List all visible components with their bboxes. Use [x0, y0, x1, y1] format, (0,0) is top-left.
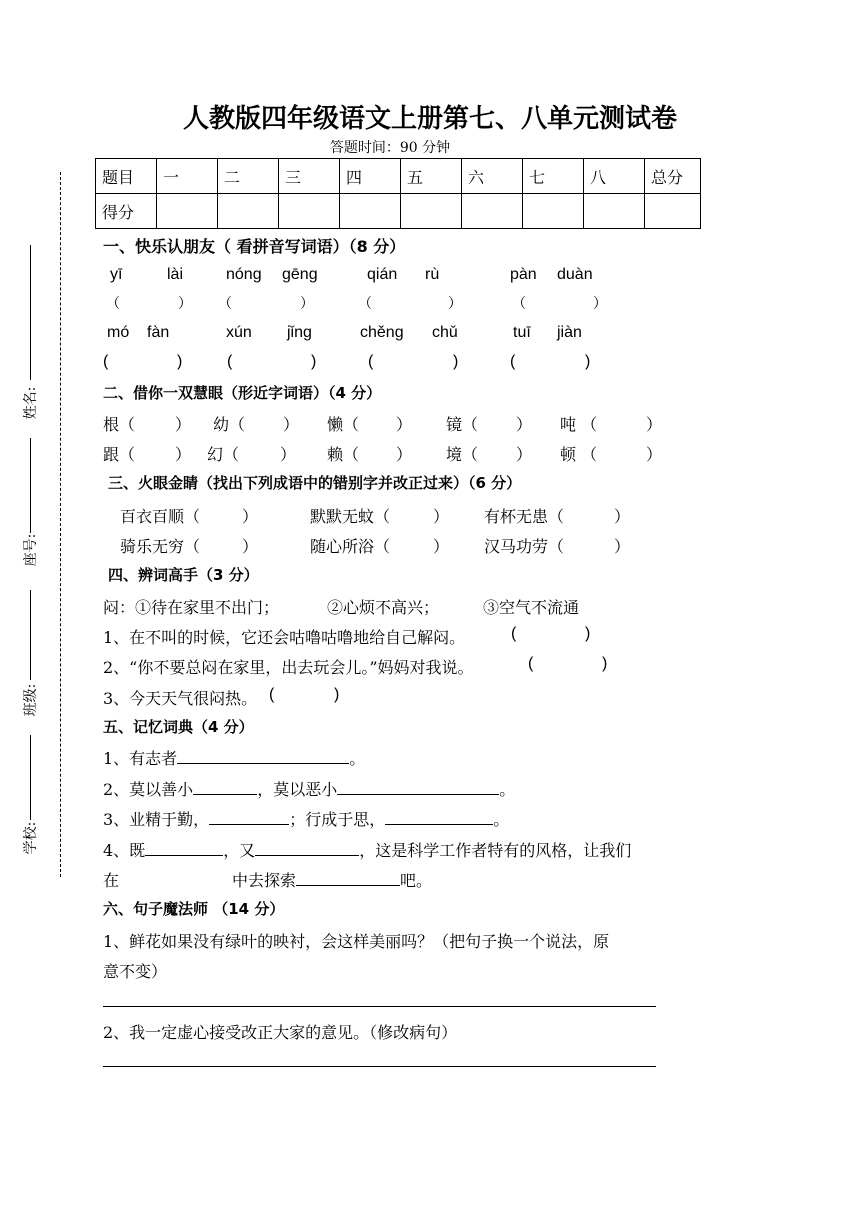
- question-text: 2、“你不要总闷在家里，出去玩会儿。”妈妈对我说。: [103, 658, 474, 677]
- answer-blank[interactable]: [145, 839, 223, 856]
- class-label: 班级:: [23, 683, 39, 717]
- table-cell: 得分: [96, 194, 157, 229]
- section-6-heading: 六、句子魔法师 （14 分）: [103, 900, 285, 918]
- pinyin: xún: [226, 324, 252, 341]
- score-input-cell[interactable]: [218, 194, 279, 229]
- answer-paren: （: [512, 296, 526, 312]
- answer-line[interactable]: [103, 1006, 656, 1007]
- word-item: 镜（: [446, 415, 479, 434]
- section-5-heading: 五、记忆词典（4 分）: [103, 718, 254, 736]
- word-item: ）: [516, 415, 533, 434]
- score-table-score-row: [96, 194, 701, 229]
- fill-line-4: [103, 838, 631, 861]
- word-item: 境（: [446, 445, 479, 464]
- word-item: 跟（: [103, 445, 136, 464]
- binding-dashed-line: [60, 172, 61, 877]
- answer-paren: ）: [178, 296, 192, 312]
- score-input-cell[interactable]: [279, 194, 340, 229]
- table-cell: 一: [157, 159, 218, 194]
- table-cell: 二: [218, 159, 279, 194]
- question-text: ，莫以恶小: [257, 780, 338, 799]
- table-cell: 六: [462, 159, 523, 194]
- fill-line-1: [103, 746, 365, 769]
- score-input-cell[interactable]: [401, 194, 462, 229]
- idiom-item: ）: [433, 537, 450, 556]
- answer-blank[interactable]: [255, 839, 359, 856]
- question-text: 1、有志者: [103, 749, 178, 768]
- score-input-cell[interactable]: [157, 194, 218, 229]
- word-item: 吨 （: [560, 415, 598, 434]
- idiom-item: ）: [614, 507, 631, 526]
- section-3-heading: 三、火眼金睛（找出下列成语中的错别字并改正过来）（6 分）: [108, 474, 522, 492]
- word-item: ）: [516, 445, 533, 464]
- question-text: 1、在不叫的时候，它还会咕噜咕噜地给自己解闷。: [103, 628, 466, 647]
- score-input-cell[interactable]: [645, 194, 701, 229]
- score-table-header-row: [96, 159, 701, 194]
- question-text: 吧。: [400, 871, 433, 890]
- section-4-heading: 四、辨词高手（3 分）: [108, 566, 259, 584]
- idiom-item: 汉马功劳（: [484, 537, 565, 556]
- question-text: 2、我一定虚心接受改正大家的意见。（修改病句）: [103, 1023, 458, 1042]
- answer-paren: ）: [300, 296, 314, 312]
- answer-line[interactable]: [103, 1066, 656, 1067]
- score-input-cell[interactable]: [584, 194, 645, 229]
- pinyin: chǔ: [432, 324, 458, 341]
- table-cell: 八: [584, 159, 645, 194]
- answer-blank[interactable]: [209, 808, 289, 825]
- answer-blank[interactable]: [177, 747, 349, 764]
- answer-blank[interactable]: [193, 778, 257, 795]
- question-text: 3、业精于勤，: [103, 810, 210, 829]
- pinyin: fàn: [147, 324, 170, 341]
- answer-paren: (: [103, 353, 109, 370]
- word-item: 懒（: [327, 415, 360, 434]
- word-item: ）: [646, 415, 663, 434]
- word-item: ）: [396, 415, 413, 434]
- seat-label: 座号:: [23, 533, 39, 567]
- answer-paren: （: [358, 296, 372, 312]
- word-item: 幻（: [207, 445, 240, 464]
- page-title: 人教版四年级语文上册第七、八单元测试卷: [182, 104, 677, 134]
- answer-paren: ): [602, 655, 608, 672]
- answer-paren: ): [585, 625, 591, 642]
- table-cell: 三: [279, 159, 340, 194]
- pinyin: jiàn: [557, 324, 582, 341]
- answer-paren: (: [269, 686, 275, 703]
- idiom-item: 百衣百顺（: [120, 507, 201, 526]
- answer-paren: ): [585, 353, 591, 370]
- question-text: 在: [103, 871, 120, 890]
- question-text: ，又: [223, 841, 256, 860]
- word-item: 根（: [103, 415, 136, 434]
- section-1-heading: 一、快乐认朋友（ 看拼音写词语）（8 分）: [103, 237, 406, 256]
- pinyin: rù: [425, 266, 440, 283]
- pinyin: nóng: [226, 266, 262, 283]
- idiom-item: 骑乐无穷（: [120, 537, 201, 556]
- pinyin: yī: [110, 266, 123, 283]
- fill-line-2: [103, 777, 515, 800]
- table-cell: 五: [401, 159, 462, 194]
- word-item: ）: [175, 445, 192, 464]
- word-item: 幼（: [213, 415, 246, 434]
- answer-paren: (: [368, 353, 374, 370]
- school-label: 学校:: [23, 821, 39, 855]
- answer-paren: ）: [448, 296, 462, 312]
- answer-paren: (: [528, 655, 534, 672]
- answer-paren: ): [334, 686, 340, 703]
- idiom-item: 随心所浴（: [310, 537, 391, 556]
- pinyin: gēng: [282, 266, 318, 283]
- section-2-heading: 二、借你一双慧眼（形近字词语）（4 分）: [103, 384, 382, 402]
- answer-paren: (: [510, 353, 516, 370]
- seat-blank-line: [30, 438, 31, 533]
- score-input-cell[interactable]: [523, 194, 584, 229]
- table-cell: 总分: [645, 159, 701, 194]
- idiom-item: 默默无蚊（: [310, 507, 391, 526]
- table-cell: 七: [523, 159, 584, 194]
- word-item: ）: [280, 445, 297, 464]
- answer-blank[interactable]: [296, 869, 400, 886]
- word-item: ）: [646, 445, 663, 464]
- answer-paren: ）: [593, 296, 607, 312]
- pinyin: duàn: [557, 266, 593, 283]
- word-item: ）: [175, 415, 192, 434]
- pinyin: lài: [167, 266, 184, 283]
- question-text: ；行成于思，: [289, 810, 386, 829]
- answer-paren: ): [453, 353, 459, 370]
- answer-paren: (: [511, 625, 517, 642]
- idiom-item: ）: [242, 507, 259, 526]
- word-item: 赖（: [327, 445, 360, 464]
- score-table: [95, 158, 701, 229]
- word-item: ）: [396, 445, 413, 464]
- score-input-cell[interactable]: [340, 194, 401, 229]
- answer-paren: (: [227, 353, 233, 370]
- idiom-item: ）: [242, 537, 259, 556]
- question-text: 。: [493, 810, 510, 829]
- fill-line-5: [103, 868, 432, 891]
- fill-line-3: [103, 807, 509, 830]
- pinyin: mó: [107, 324, 130, 341]
- answer-blank[interactable]: [385, 808, 493, 825]
- score-input-cell[interactable]: [462, 194, 523, 229]
- table-cell: 四: [340, 159, 401, 194]
- question-text: ，这是科学工作者特有的风格，让我们: [359, 841, 632, 860]
- pinyin: pàn: [510, 266, 537, 283]
- idiom-item: ）: [433, 507, 450, 526]
- meaning-item: ③空气不流通: [483, 598, 580, 617]
- name-label: 姓名:: [23, 386, 39, 420]
- meaning-item: ②心烦不高兴；: [327, 598, 440, 617]
- school-blank-line: [30, 735, 31, 820]
- answer-paren: ): [311, 353, 317, 370]
- answer-paren: （: [106, 296, 120, 312]
- question-text: 4、既: [103, 841, 146, 860]
- pinyin: qián: [367, 266, 398, 283]
- question-text: 1、鲜花如果没有绿叶的映衬，会这样美丽吗？（把句子换一个说法，原: [103, 932, 610, 951]
- answer-paren: （: [218, 296, 232, 312]
- answer-paren: ): [177, 353, 183, 370]
- table-cell: 题目: [96, 159, 157, 194]
- word-item: 顿 （: [560, 445, 598, 464]
- exam-duration: 答题时间：90 分钟: [329, 140, 451, 156]
- question-text: 3、今天天气很闷热。: [103, 689, 258, 708]
- pinyin: chěng: [360, 324, 404, 341]
- pinyin: jǐng: [287, 324, 312, 341]
- question-text: 意不变）: [103, 962, 168, 981]
- name-blank-line: [30, 245, 31, 380]
- answer-blank[interactable]: [337, 778, 499, 795]
- meaning-item: 闷：①待在家里不出门；: [103, 598, 280, 617]
- question-text: 。: [349, 749, 366, 768]
- question-text: 2、莫以善小: [103, 780, 194, 799]
- pinyin: tuī: [513, 324, 531, 341]
- question-text: 。: [499, 780, 516, 799]
- idiom-item: 有杯无患（: [484, 507, 565, 526]
- word-item: ）: [283, 415, 300, 434]
- idiom-item: ）: [614, 537, 631, 556]
- class-blank-line: [30, 590, 31, 680]
- question-text: 中去探索: [232, 871, 297, 890]
